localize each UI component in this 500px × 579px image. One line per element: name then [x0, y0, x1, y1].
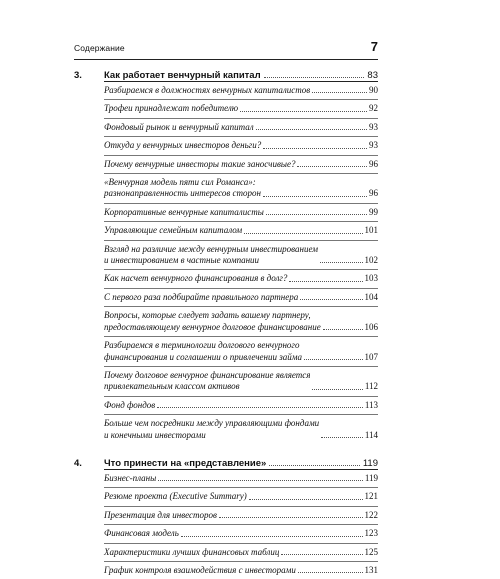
- dot-leader: [300, 299, 362, 300]
- toc-entry[interactable]: [104, 524, 378, 542]
- entry-title: Откуда у венчурных инвесторов деньги?: [104, 140, 262, 151]
- toc-entry[interactable]: [104, 414, 378, 444]
- entry-title: Управляющие семейным капиталом: [104, 225, 243, 236]
- entry-page: 93: [369, 121, 378, 132]
- chapter-page: 83: [367, 70, 378, 81]
- entry-title: Бизнес-планы: [104, 472, 157, 483]
- toc-entry[interactable]: [104, 240, 378, 270]
- toc-entry[interactable]: [104, 336, 378, 366]
- dot-leader: [157, 407, 363, 408]
- entry-title: Как насчет венчурного финансирования в долг?: [104, 273, 288, 284]
- toc-entry[interactable]: [104, 288, 378, 306]
- toc-entry[interactable]: [104, 470, 378, 487]
- entry-page: 113: [364, 399, 378, 410]
- toc-entry[interactable]: [104, 366, 378, 396]
- entry-title: Почему венчурные инвесторы такие заносчивые?: [104, 158, 296, 169]
- dot-leader: [244, 233, 362, 234]
- entry-page: 107: [364, 351, 378, 362]
- dot-leader: [298, 572, 363, 573]
- entry-title: График контроля взаимодействия с инвесторами: [104, 564, 296, 575]
- dot-leader: [323, 329, 363, 330]
- entry-title: Трофеи принадлежат победителю: [104, 103, 239, 114]
- toc-entry[interactable]: [104, 561, 378, 579]
- entry-page: 125: [364, 546, 378, 557]
- dot-leader: [320, 262, 363, 263]
- entry-page: 119: [364, 472, 378, 483]
- entry-page: 103: [364, 273, 378, 284]
- toc-entry[interactable]: [104, 99, 378, 117]
- entry-page: 96: [369, 188, 378, 199]
- entry-page: 121: [364, 491, 378, 502]
- entry-title: Взгляд на различие между венчурным инвестированием и инвестированием в частные компании: [104, 243, 318, 266]
- toc-entry[interactable]: [104, 118, 378, 136]
- running-head: Содержание: [74, 43, 125, 53]
- entry-page: 102: [364, 255, 378, 266]
- chapter-title: Что принести на «представление»: [104, 457, 267, 469]
- chapter-title: Как работает венчурный капитал: [104, 70, 261, 81]
- entry-title: Презентация для инвесторов: [104, 509, 217, 520]
- toc-entry[interactable]: [104, 173, 378, 203]
- dot-leader: [158, 480, 363, 481]
- toc-entry[interactable]: [104, 136, 378, 154]
- entry-page: 123: [364, 528, 378, 539]
- entry-title: Корпоративные венчурные капиталисты: [104, 206, 264, 217]
- chapter-heading[interactable]: [74, 450, 378, 469]
- chapter-page: 119: [362, 457, 378, 469]
- toc-entry[interactable]: [104, 82, 378, 99]
- table-of-contents: [74, 62, 378, 579]
- entry-page: 101: [364, 225, 378, 236]
- entry-title: «Венчурная модель пяти сил Романса»: разнонаправленность интересов сторон: [104, 177, 261, 199]
- page-header: [74, 39, 378, 56]
- entry-page: 93: [369, 140, 378, 151]
- entry-page: 131: [364, 564, 378, 575]
- toc-entry[interactable]: [104, 203, 378, 221]
- dot-leader: [321, 437, 363, 438]
- dot-leader: [312, 92, 367, 93]
- entry-page: 96: [369, 158, 378, 169]
- dot-leader: [289, 281, 362, 282]
- entry-title: Резюме проекта (Executive Summary): [104, 491, 247, 502]
- entry-title: Характеристики лучших финансовых таблиц: [104, 546, 280, 557]
- toc-entry[interactable]: [104, 306, 378, 336]
- entry-page: 92: [369, 103, 378, 114]
- dot-leader: [304, 359, 363, 360]
- toc-entry[interactable]: [104, 487, 378, 505]
- entry-page: 114: [364, 429, 378, 440]
- chapter-number: 3.: [74, 70, 82, 81]
- entry-page: 106: [364, 321, 378, 332]
- entry-title: Фонд фондов: [104, 399, 156, 410]
- entry-title: Больше чем посредники между управляющими фондами и конечными инвесторами: [104, 418, 320, 440]
- entry-page: 104: [364, 291, 378, 302]
- entry-title: Почему долговое венчурное финансирование является привлекательным классом активов: [104, 369, 311, 392]
- entry-page: 90: [369, 85, 378, 95]
- entry-page: 99: [369, 206, 378, 217]
- entry-page: 122: [364, 509, 378, 520]
- dot-leader: [281, 554, 362, 555]
- toc-entry[interactable]: [104, 269, 378, 287]
- dot-leader: [263, 148, 367, 149]
- header-rule: [74, 59, 378, 60]
- dot-leader: [249, 499, 363, 500]
- entry-title: Разбираемся в терминологии долгового венчурного финансирования и соглашении о привлечении займа: [104, 340, 302, 362]
- dot-leader: [263, 196, 367, 197]
- dot-leader: [297, 166, 367, 167]
- chapter-heading[interactable]: [74, 62, 378, 81]
- toc-entry[interactable]: [104, 543, 378, 561]
- toc-entry[interactable]: [104, 396, 378, 414]
- chapter-number: 4.: [74, 457, 82, 469]
- toc-entry[interactable]: [104, 506, 378, 524]
- toc-entry[interactable]: [104, 221, 378, 239]
- dot-leader: [264, 77, 365, 78]
- dot-leader: [181, 536, 363, 537]
- entry-title: Финансовая модель: [104, 528, 179, 539]
- dot-leader: [219, 517, 363, 518]
- dot-leader: [266, 214, 367, 215]
- dot-leader: [256, 129, 367, 130]
- entry-page: 112: [364, 381, 378, 392]
- entry-title: С первого раза подбирайте правильного партнера: [104, 291, 299, 302]
- dot-leader: [269, 465, 360, 466]
- toc-entry[interactable]: [104, 155, 378, 173]
- dot-leader: [312, 389, 362, 390]
- entry-title: Фондовый рынок и венчурный капитал: [104, 121, 254, 132]
- entry-title: Разбираемся в должностях венчурных капиталистов: [104, 85, 311, 95]
- page-number: 7: [370, 39, 378, 54]
- entry-title: Вопросы, которые следует задать вашему партнеру, предоставляющему венчурное долговое финансирование: [104, 310, 321, 332]
- dot-leader: [240, 111, 367, 112]
